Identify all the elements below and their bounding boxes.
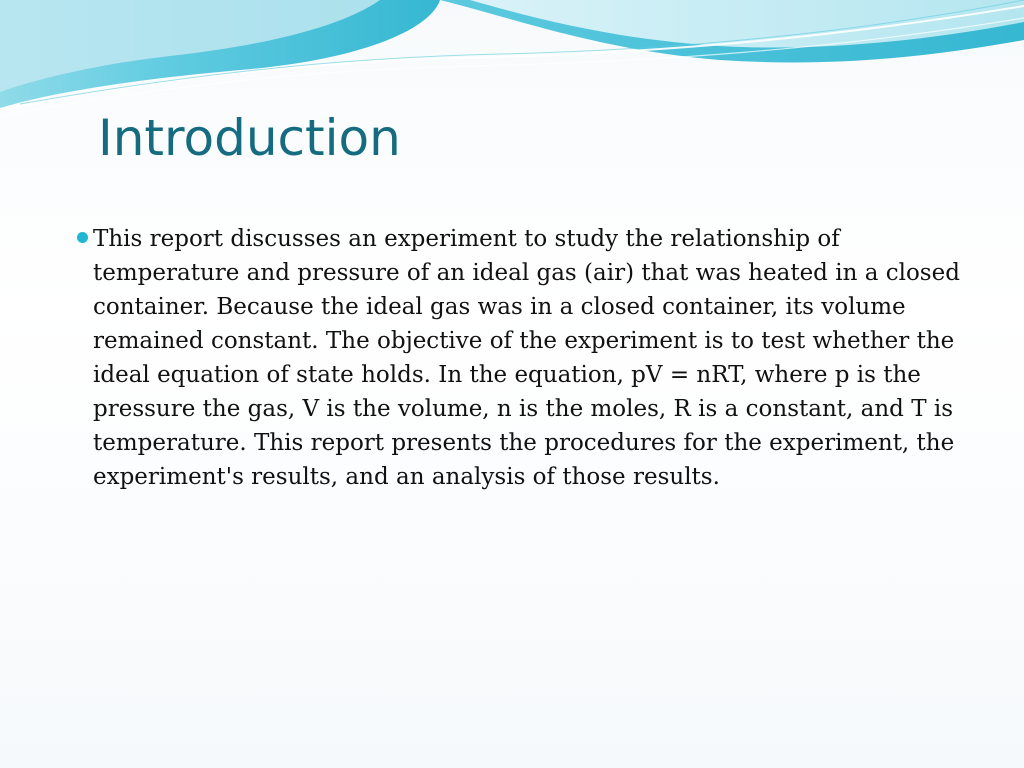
bullet-list (76, 222, 976, 494)
slide-title: Introduction (98, 109, 401, 167)
bullet-item (76, 222, 976, 494)
bullet-text: This report discusses an experiment to study the relationship of temperature and pressure of an ideal gas (air) that was heated in a closed container. Because the ideal gas was in a closed container, its volume remained constant. The objective of the experiment is to test whether the ideal equation of state holds. In the equation, pV = nRT, where p is the pressure the gas, V is the volume, n is the moles, R is a constant, and T is temperature. This report presents the procedures for the experiment, the experiment's results, and an analysis of those results. (93, 226, 960, 490)
bullet-dot-icon (77, 232, 88, 243)
